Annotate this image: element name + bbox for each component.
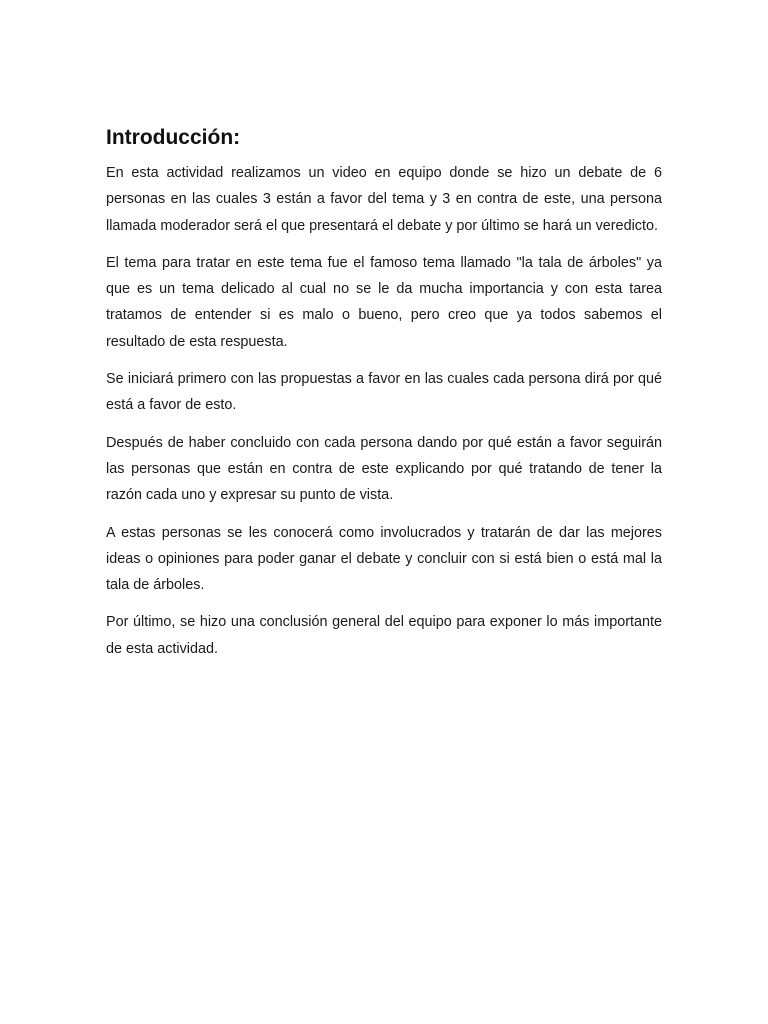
document-body <box>106 122 662 673</box>
paragraph-1: En esta actividad realizamos un video en equipo donde se hizo un debate de 6 personas en las cuales 3 están a favor del tema y 3 en contra de este, una persona llamada moderador será el que presentará el debate y por último se hará un veredicto. <box>106 165 662 234</box>
paragraph-4: Después de haber concluido con cada persona dando por qué están a favor seguirán las personas que están en contra de este explicando por qué tratando de tener la razón cada uno y expresar su punto de vista. <box>106 434 662 504</box>
paragraph-2: El tema para tratar en este tema fue el famoso tema llamado "la tala de árboles" ya que es un tema delicado al cual no se le da mucha importancia y con esta tarea tratamos de entender si es malo o bueno, pero creo que ya todos sabemos el resultado de esta respuesta. <box>106 254 662 350</box>
paragraph-5: A estas personas se les conocerá como involucrados y tratarán de dar las mejores ideas o opiniones para poder ganar el debate y concluir con si está bien o está mal la tala de árboles. <box>106 524 662 594</box>
section-heading: Introducción: <box>106 126 241 149</box>
paragraph-6: Por último, se hizo una conclusión general del equipo para exponer lo más importante de esta actividad. <box>106 614 662 657</box>
paragraph-3: Se iniciará primero con las propuestas a favor en las cuales cada persona dirá por qué está a favor de esto. <box>106 371 662 414</box>
